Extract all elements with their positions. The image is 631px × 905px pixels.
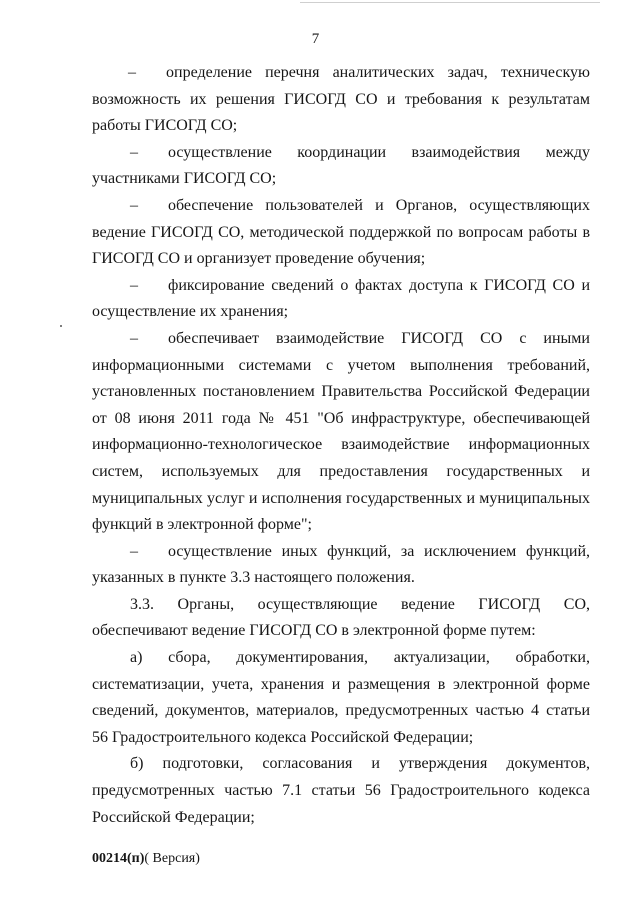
list-dash: – xyxy=(128,64,136,81)
subitem-a: а) сбора, документирования, актуализации, обработки, систематизации, учета, хранения и размещения в электронной форме сведений, документов, материалов, предусмотренных частью 4 статьи 56 Градостроительного кодекса Российской Федерации; xyxy=(92,649,590,746)
list-dash: – xyxy=(130,143,138,161)
document-version: ( Версия) xyxy=(144,851,200,866)
list-item-text: определение перечня аналитических задач, техническую возможность их решения ГИСОГД СО и требования к результатам работы ГИСОГД СО; xyxy=(92,64,590,135)
scan-speck xyxy=(60,325,62,327)
document-body xyxy=(92,60,590,831)
list-item xyxy=(92,273,590,326)
list-item-text: осуществление иных функций, за исключением функций, указанных в пункте 3.3 настоящего положения. xyxy=(92,542,590,587)
document-code: 00214(п) xyxy=(92,851,145,866)
list-dash: – xyxy=(130,329,138,347)
section-paragraph: 3.3. Органы, осуществляющие ведение ГИСОГД СО, обеспечивают ведение ГИСОГД СО в электронной форме путем: xyxy=(92,595,590,640)
subitem-b: б) подготовки, согласования и утверждения документов, предусмотренных частью 7.1 статьи 56 Градостроительного кодекса Российской Федерации; xyxy=(92,755,590,826)
list-dash: – xyxy=(130,542,138,560)
list-dash: – xyxy=(130,276,138,294)
list-item xyxy=(92,326,590,539)
scan-edge-line xyxy=(300,2,600,3)
list-dash: – xyxy=(130,196,138,214)
list-item-text: обеспечение пользователей и Органов, осуществляющих ведение ГИСОГД СО, методической поддержкой по вопросам работы в ГИСОГД СО и организует проведение обучения; xyxy=(92,196,590,268)
list-item xyxy=(92,539,590,592)
list-item xyxy=(92,193,590,273)
page-number: 7 xyxy=(311,31,320,47)
list-item xyxy=(92,60,590,140)
list-item-text: осуществление координации взаимодействия между участниками ГИСОГД СО; xyxy=(92,143,590,188)
document-footer xyxy=(92,850,200,868)
list-item-text: фиксирование сведений о фактах доступа к ГИСОГД СО и осуществление их хранения; xyxy=(92,276,590,321)
list-item-text: обеспечивает взаимодействие ГИСОГД СО с иными информационными системами с учетом выполнения требований, установленных постановлением Правительства Российской Федерации от 08 июня 2011 года № 451 "Об инфраструктуре, обеспечивающей информационно-технологическое взаимодействие информационных систем, используемых для предоставления государственных и муниципальных услуг и исполнения государственных и муниципальных функций в электронной форме"; xyxy=(92,329,590,534)
list-item xyxy=(92,140,590,193)
